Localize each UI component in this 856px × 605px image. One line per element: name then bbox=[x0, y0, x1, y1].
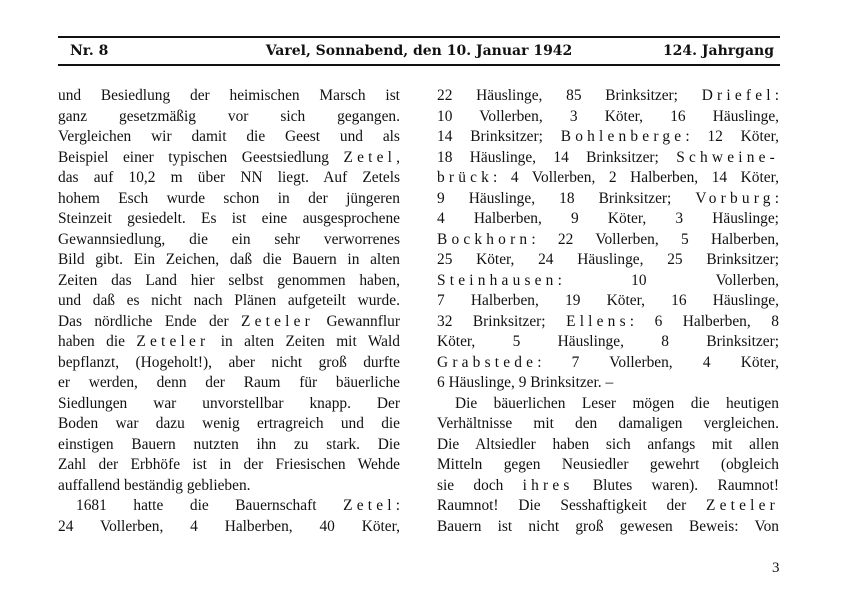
volume-year: 124. Jahrgang bbox=[662, 43, 774, 59]
text-line: Gewannsiedlung, die ein sehr verworrenes bbox=[58, 230, 400, 248]
text-column-right bbox=[437, 86, 779, 537]
text-line: 24 Vollerben, 4 Halberben, 40 Köter, bbox=[58, 517, 400, 535]
text-line: er werden, denn der Raum für bäuerliche bbox=[58, 374, 400, 391]
text-line: auffallend beständig geblieben. bbox=[58, 476, 251, 494]
text-line: Vergleichen wir damit die Geest und als bbox=[58, 128, 400, 145]
text-line: 7 Halberben, 19 Köter, 16 Häuslinge, bbox=[437, 292, 779, 309]
text-line: Bauern ist nicht groß gewesen Beweis: Von bbox=[437, 517, 779, 535]
text-line: Köter, 5 Häuslinge, 8 Brinksitzer; bbox=[437, 333, 779, 350]
text-line: Zeiten das Land hier selbst genommen haben, bbox=[58, 271, 400, 289]
text-line: Bockhorn: 22 Vollerben, 5 Halberben, bbox=[437, 230, 779, 248]
spaced-word: Steinhausen bbox=[437, 271, 558, 289]
text-line: bepflanzt, (Hogeholt!), aber nicht groß durfte bbox=[58, 353, 400, 371]
text-line: 14 Brinksitzer; Bohlenberge: 12 Köter, bbox=[437, 128, 779, 145]
spaced-word: Zetel bbox=[343, 148, 397, 166]
page-number: 3 bbox=[772, 560, 780, 576]
text-line: 1681 hatte die Bauernschaft Zetel: bbox=[76, 497, 400, 514]
text-line: und daß es nicht nach Plänen aufgeteilt wurde. bbox=[58, 292, 400, 309]
text-line: Bild gibt. Ein Zeichen, daß die Bauern in alten bbox=[58, 251, 401, 268]
text-line: Mitteln gegen Neusiedler gewehrt (obgleich bbox=[437, 456, 779, 473]
text-line: 18 Häuslinge, 14 Brinksitzer; Schweine- bbox=[437, 148, 779, 166]
issue-number: Nr. 8 bbox=[70, 43, 109, 59]
text-line: Das nördliche Ende der Zeteler Gewannflur bbox=[58, 312, 400, 330]
spaced-word: Bohlenberge bbox=[560, 128, 686, 145]
text-line: 4 Halberben, 9 Köter, 3 Häuslinge; bbox=[437, 210, 779, 227]
spaced-word: Zeteler bbox=[706, 497, 779, 514]
text-line: 32 Brinksitzer; Ellens: 6 Halberben, 8 bbox=[437, 312, 779, 330]
spaced-word: Ellens bbox=[566, 312, 630, 330]
text-line: 25 Köter, 24 Häuslinge, 25 Brinksitzer; bbox=[437, 251, 779, 268]
text-line: Steinzeit gesiedelt. Es ist eine ausgesprochene bbox=[58, 210, 401, 227]
text-line: 6 Häuslinge, 9 Brinksitzer. – bbox=[437, 374, 614, 391]
text-line: ganz gesetzmäßig vor sich gegangen. bbox=[58, 107, 400, 125]
text-line: haben die Zeteler in alten Zeiten mit Wald bbox=[58, 333, 400, 350]
spaced-word: brück bbox=[437, 169, 494, 186]
spaced-word: ihres bbox=[522, 476, 574, 494]
text-column-left bbox=[58, 86, 400, 537]
text-line: Beispiel einer typischen Geestsiedlung Zetel, bbox=[58, 148, 400, 166]
dateline: Varel, Sonnabend, den 10. Januar 1942 bbox=[265, 43, 573, 59]
spaced-word: Zeteler bbox=[241, 312, 315, 330]
page-header bbox=[58, 36, 780, 66]
text-line: 10 Vollerben, 3 Köter, 16 Häuslinge, bbox=[437, 107, 780, 125]
text-line: Steinhausen: 10 Vollerben, bbox=[437, 271, 779, 289]
text-line: Die bäuerlichen Leser mögen die heutigen bbox=[455, 394, 779, 412]
spaced-word: Zetel bbox=[343, 497, 396, 514]
text-line: sie doch ihres Blutes waren). Raumnot! bbox=[437, 476, 779, 494]
text-line: Raumnot! Die Sesshaftigkeit der Zeteler bbox=[437, 497, 779, 514]
text-line: 9 Häuslinge, 18 Brinksitzer; Vorburg: bbox=[437, 189, 779, 207]
text-line: 22 Häuslinge, 85 Brinksitzer; Driefel: bbox=[437, 87, 779, 104]
spaced-word: Grabstede bbox=[437, 353, 538, 371]
spaced-word: Driefel bbox=[701, 87, 775, 104]
spaced-word: Bockhorn bbox=[437, 230, 532, 248]
text-line: Zahl der Erbhöfe ist in der Friesischen Wehde bbox=[58, 456, 401, 473]
text-line: brück: 4 Vollerben, 2 Halberben, 14 Köter, bbox=[437, 169, 779, 186]
text-line: Verhältnisse mit den damaligen vergleichen. bbox=[437, 415, 779, 432]
text-line: das auf 10,2 m über NN liegt. Auf Zetels bbox=[58, 169, 400, 186]
text-line: Siedlungen war unvorstellbar knapp. Der bbox=[58, 394, 400, 412]
text-line: und Besiedlung der heimischen Marsch ist bbox=[58, 87, 400, 104]
text-line: hohem Esch wurde schon in der jüngeren bbox=[58, 189, 400, 207]
text-line: Grabstede: 7 Vollerben, 4 Köter, bbox=[437, 353, 779, 371]
text-line: Boden war dazu wenig ertragreich und die bbox=[58, 415, 401, 432]
text-line: einstigen Bauern nutzten ihn zu stark. Die bbox=[58, 435, 400, 453]
spaced-word: Zeteler bbox=[136, 333, 210, 350]
spaced-word: Vorburg bbox=[695, 189, 775, 207]
text-line: Die Altsiedler haben sich anfangs mit allen bbox=[437, 435, 779, 453]
spaced-word: Schweine- bbox=[676, 148, 779, 166]
